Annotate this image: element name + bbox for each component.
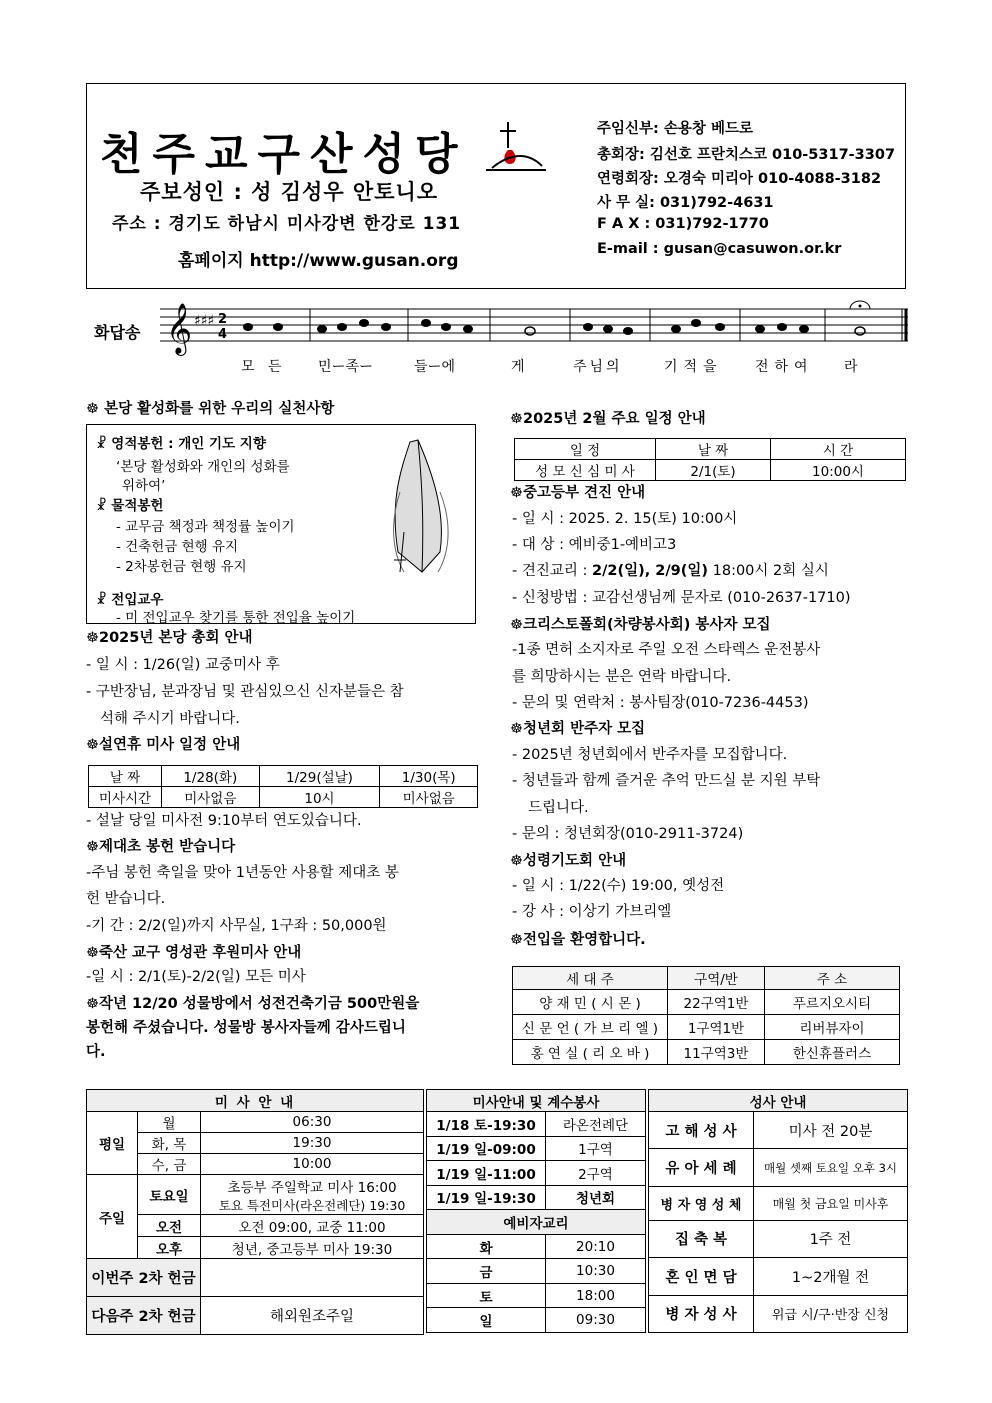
- mass-title: 미 사 안 내: [87, 1090, 424, 1112]
- confirm-heading: ☸중고등부 견진 안내: [510, 485, 646, 501]
- cell: 오후: [138, 1237, 201, 1259]
- cell: 19:30: [201, 1133, 424, 1154]
- cell: 09:30: [546, 1308, 646, 1333]
- cell: 10:00: [201, 1154, 424, 1175]
- cell: 병 자 영 성 체: [649, 1186, 754, 1220]
- cell: 1/29(설날): [259, 766, 380, 787]
- psalm-staff: [160, 297, 912, 357]
- cell: 2구역: [546, 1161, 646, 1186]
- assembly-heading: ☸2025년 본당 총회 안내: [86, 630, 253, 646]
- cell: 토요일: [138, 1175, 201, 1215]
- confirm-line: - 일 시 : 2025. 2. 15(토) 10:00시: [512, 511, 738, 527]
- cell: 오전 09:00, 교중 11:00: [201, 1215, 424, 1237]
- driver-line: -1종 면허 소지자로 주일 오전 스타렉스 운전봉사: [512, 642, 821, 658]
- contact-office: 사 무 실: 031)792-4631: [597, 195, 774, 211]
- cell: 청년회: [546, 1185, 646, 1210]
- cell: 1~2개월 전: [754, 1258, 908, 1295]
- assembly-line: - 일 시 : 1/26(일) 교중미사 후: [86, 657, 280, 673]
- cell: 혼 인 면 담: [649, 1258, 754, 1295]
- fundraise-mass-heading: ☸죽산 교구 영성관 후원미사 안내: [86, 945, 302, 961]
- lyric: 기적을: [664, 359, 723, 375]
- second-collection-next-label: 다음주 2차 헌금: [87, 1297, 201, 1335]
- material-title: ☧ 물적봉헌: [96, 498, 164, 514]
- band-line: 드립니다.: [528, 800, 589, 816]
- cell: 11구역3반: [668, 1040, 765, 1065]
- cell: 매월 첫 금요일 미사후: [754, 1186, 908, 1220]
- cell: 초등부 주일학교 미사 16:00 토요 특전미사(라온전례단) 19:30: [201, 1175, 424, 1215]
- welcome-table: [512, 966, 900, 1065]
- bullet-icon: ☸: [510, 411, 523, 427]
- parish-title: 천주교구산성당: [100, 129, 468, 180]
- band-heading: ☸청년회 반주자 모집: [510, 721, 646, 737]
- cell: 1/18 토-19:30: [427, 1112, 546, 1137]
- psalm-label: 화답송: [94, 323, 141, 342]
- candle-heading: ☸제대초 봉헌 받습니다: [86, 839, 236, 855]
- contact-pastor: 주임신부: 손용창 베드로: [597, 121, 753, 137]
- cell: 고 해 성 사: [649, 1112, 754, 1149]
- lyric: 들ー에: [414, 359, 456, 375]
- cell: 신 문 언 ( 가 브 리 엘 ): [513, 1015, 668, 1040]
- cell: 1/19 일-09:00: [427, 1136, 546, 1161]
- cell: 10시: [259, 787, 380, 808]
- cell: 라온전례단: [546, 1112, 646, 1137]
- cell: 10:30: [546, 1259, 646, 1284]
- cell: 미사없음: [162, 787, 260, 808]
- cell: 미사시간: [89, 787, 162, 808]
- cell: 매월 셋째 토요일 오후 3시: [754, 1149, 908, 1186]
- band-line: - 문의 : 청년회장(010-2911-3724): [512, 826, 744, 842]
- cell: 리버뷰자이: [765, 1015, 900, 1040]
- cell: 2/1(토): [656, 460, 771, 481]
- cell: 미사 전 20분: [754, 1112, 908, 1149]
- lyric: 민ー족ー: [318, 359, 374, 375]
- second-collection-next-value: 해외원조주일: [201, 1297, 424, 1335]
- second-collection-this-value: [201, 1259, 424, 1297]
- donation-line: 다.: [86, 1044, 106, 1060]
- cell: 1/19 일-19:30: [427, 1185, 546, 1210]
- bullet-icon: ☸: [86, 945, 99, 961]
- driver-line: 를 희망하시는 분은 연락 바랍니다.: [512, 669, 732, 685]
- cell: 화: [427, 1234, 546, 1259]
- practice-heading: ☸ 본당 활성화를 위한 우리의 실천사항: [86, 401, 335, 417]
- cell: 일 정: [515, 439, 656, 460]
- cell: 금: [427, 1259, 546, 1284]
- contact-president: 총회장: 김선호 프란치스코 010-5317-3307: [597, 147, 896, 163]
- psalm-lyrics: [0, 356, 992, 376]
- chi-rho-icon: ☧: [96, 436, 112, 452]
- material-line: - 2차봉헌금 현행 유지: [116, 559, 247, 575]
- bullet-icon: ☸: [86, 737, 99, 753]
- parish-logo-icon: [484, 118, 548, 176]
- lyric: 든: [268, 359, 282, 375]
- cell: 1주 전: [754, 1220, 908, 1257]
- cell: 월: [138, 1112, 201, 1133]
- cell: 1/19 일-11:00: [427, 1161, 546, 1186]
- spiritual-line: ‘본당 활성화와 개인의 성화를: [116, 459, 290, 475]
- cell: 1구역: [546, 1136, 646, 1161]
- cell: 위급 시/구·반장 신청: [754, 1295, 908, 1332]
- cell: 유 아 세 례: [649, 1149, 754, 1186]
- sunday-label: 주일: [87, 1175, 138, 1259]
- confirm-line: - 견진교리 : 2/2(일), 2/9(일) 18:00시 2회 실시: [512, 563, 829, 579]
- address: 주소 : 경기도 하남시 미사강변 한강로 131: [112, 214, 462, 234]
- contact-committee: 연령회장: 오경숙 미리아 010-4088-3182: [597, 171, 882, 187]
- donation-line: ☸작년 12/20 성물방에서 성전건축기금 500만원을: [86, 996, 420, 1012]
- band-line: - 2025년 청년회에서 반주자를 모집합니다.: [512, 747, 788, 763]
- counting-title: 미사안내 및 계수봉사: [427, 1090, 646, 1112]
- svg-text:♯♯♯: ♯♯♯: [194, 313, 215, 329]
- sacrament-table: [648, 1089, 908, 1333]
- cell: 일: [427, 1308, 546, 1333]
- lyric: 라: [844, 359, 858, 375]
- praying-hands-icon: [370, 432, 466, 580]
- bullet-icon: ☸: [510, 617, 523, 633]
- cell: 양 재 민 ( 시 몬 ): [513, 990, 668, 1015]
- patron-saint: 주보성인 : 성 김성우 안토니오: [140, 180, 439, 204]
- driver-heading: ☸크리스토폴회(차량봉사회) 봉사자 모집: [510, 617, 771, 633]
- cell: 22구역1반: [668, 990, 765, 1015]
- bullet-icon: ☸: [510, 853, 523, 869]
- cell: 1구역1반: [668, 1015, 765, 1040]
- spiritual-title: ☧ 영적봉헌 : 개인 기도 지향: [96, 436, 266, 452]
- lyric: 주님의: [573, 359, 623, 375]
- cell: 오전: [138, 1215, 201, 1237]
- prayer-line: - 일 시 : 1/22(수) 19:00, 옛성전: [512, 878, 725, 894]
- bullet-icon: ☸: [86, 996, 99, 1012]
- material-line: - 건축헌금 현행 유지: [116, 539, 239, 555]
- contact-email[interactable]: E-mail : gusan@casuwon.or.kr: [597, 241, 842, 257]
- cell: 성 모 신 심 미 사: [515, 460, 656, 481]
- confirm-line: - 신청방법 : 교감선생님께 문자로 (010-2637-1710): [512, 590, 851, 606]
- transfer-line: - 미 전입교우 찾기를 통한 전입율 높이기: [116, 610, 356, 626]
- bullet-icon: ☸: [510, 721, 523, 737]
- welcome-heading: ☸전입을 환영합니다.: [510, 932, 646, 948]
- confirm-line: - 대 상 : 예비중1-예비고3: [512, 537, 677, 553]
- driver-line: - 문의 및 연락처 : 봉사팀장(010-7236-4453): [512, 695, 809, 711]
- bullet-icon: ☸: [86, 630, 99, 646]
- material-line: - 교무금 책정과 책정률 높이기: [116, 519, 295, 535]
- cell: 청년, 중고등부 미사 19:30: [201, 1237, 424, 1259]
- lyric: 게: [511, 359, 525, 375]
- homepage[interactable]: 홈페이지 http://www.gusan.org: [178, 251, 459, 271]
- sacrament-title: 성사 안내: [649, 1090, 908, 1112]
- prayer-line: - 강 사 : 이상기 가브리엘: [512, 904, 672, 920]
- svg-text:2: 2: [218, 312, 228, 327]
- mass-table: [86, 1089, 424, 1335]
- cell: 병 자 성 사: [649, 1295, 754, 1332]
- cell: 1/30(목): [380, 766, 478, 787]
- contact-fax: F A X : 031)792-1770: [597, 216, 769, 232]
- cell: 10:00시: [771, 460, 906, 481]
- cell: 미사없음: [380, 787, 478, 808]
- cell: 푸르지오시티: [765, 990, 900, 1015]
- prayer-heading: ☸성령기도회 안내: [510, 853, 627, 869]
- lyric: 모: [241, 359, 255, 375]
- cell: 시 간: [771, 439, 906, 460]
- cell: 06:30: [201, 1112, 424, 1133]
- fundraise-mass-line: -일 시 : 2/1(토)-2/2(일) 모든 미사: [86, 969, 306, 985]
- counting-table: [426, 1089, 646, 1333]
- catechism-title: 예비자교리: [427, 1210, 646, 1235]
- chi-rho-icon: ☧: [96, 498, 112, 514]
- lyric: 전하여: [755, 359, 814, 375]
- spiritual-line: 위하여’: [122, 478, 166, 494]
- cell: 날 짜: [89, 766, 162, 787]
- cell: 구역/반: [668, 967, 765, 990]
- candle-line: 헌 받습니다.: [86, 891, 166, 907]
- feb-heading: ☸2025년 2월 주요 일정 안내: [510, 411, 706, 427]
- band-line: - 청년들과 함께 즐거운 추억 만드실 분 지원 부탁: [512, 773, 821, 789]
- bullet-icon: ☸: [510, 932, 523, 948]
- assembly-line: 석해 주시기 바랍니다.: [100, 711, 240, 727]
- cell: 한신휴플러스: [765, 1040, 900, 1065]
- newyear-heading: ☸설연휴 미사 일정 안내: [86, 737, 241, 753]
- cell: 집 축 복: [649, 1220, 754, 1257]
- svg-text:4: 4: [218, 327, 228, 342]
- bullet-icon: ☸: [510, 485, 523, 501]
- bullet-icon: ☸: [86, 401, 105, 417]
- cell: 20:10: [546, 1234, 646, 1259]
- cell: 주 소: [765, 967, 900, 990]
- cell: 세 대 주: [513, 967, 668, 990]
- cell: 화, 목: [138, 1133, 201, 1154]
- transfer-title: ☧ 전입교우: [96, 592, 164, 608]
- cell: 토: [427, 1283, 546, 1308]
- donation-line: 봉헌해 주셨습니다. 성물방 봉사자들께 감사드립니: [86, 1020, 406, 1036]
- svg-text:𝄞: 𝄞: [166, 303, 193, 354]
- cell: 홍 연 실 ( 리 오 바 ): [513, 1040, 668, 1065]
- second-collection-this-label: 이번주 2차 헌금: [87, 1259, 201, 1297]
- cell: 날 짜: [656, 439, 771, 460]
- cell: 18:00: [546, 1283, 646, 1308]
- assembly-line: - 구반장님, 분과장님 및 관심있으신 신자분들은 참: [86, 684, 404, 700]
- chi-rho-icon: ☧: [96, 592, 112, 608]
- candle-line: -기 간 : 2/2(일)까지 사무실, 1구좌 : 50,000원: [86, 918, 387, 934]
- cell: 1/28(화): [162, 766, 260, 787]
- cell: 수, 금: [138, 1154, 201, 1175]
- weekday-label: 평일: [87, 1112, 138, 1175]
- candle-line: -주님 봉헌 축일을 맞아 1년동안 사용할 제대초 봉: [86, 865, 399, 881]
- newyear-note: - 설날 당일 미사전 9:10부터 연도있습니다.: [86, 813, 362, 829]
- newyear-table: [88, 765, 478, 808]
- bullet-icon: ☸: [86, 839, 99, 855]
- feb-table: [514, 438, 906, 481]
